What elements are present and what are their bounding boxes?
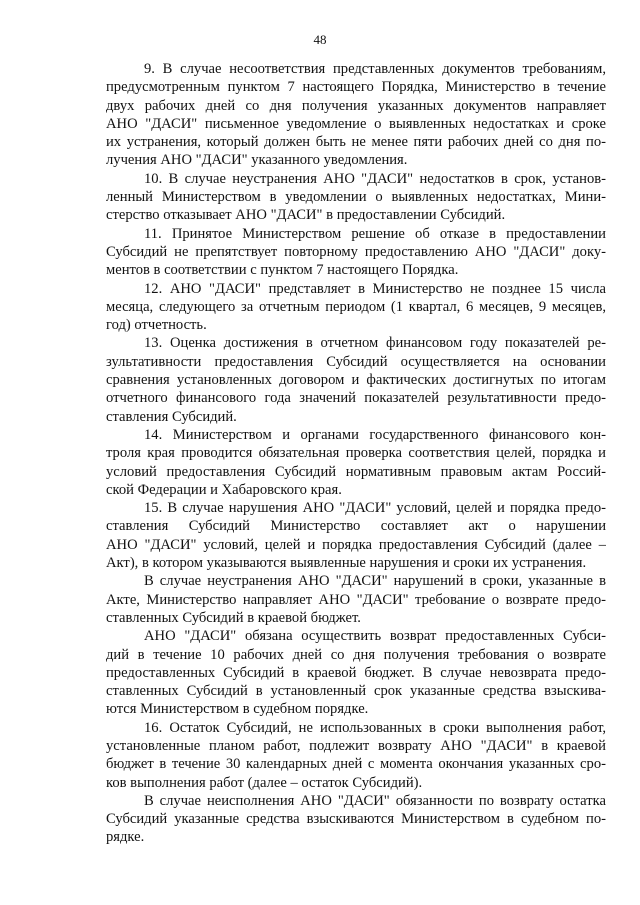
paragraph-line: АНО "ДАСИ" условий, целей и порядка предоставления Субсидий (далее –: [106, 536, 606, 553]
paragraph: [106, 280, 606, 335]
paragraph: [106, 60, 606, 170]
paragraph-line: рядке.: [106, 829, 145, 846]
paragraph-line: Акте, Министерство направляет АНО "ДАСИ" требование о возврате предо-: [106, 591, 606, 608]
paragraph-line: ются Министерством в судебном порядке.: [106, 701, 369, 718]
paragraph-line: лучения АНО "ДАСИ" указанного уведомления.: [106, 152, 408, 169]
paragraph-line: троля края проводится обязательная проверка соответствия целей, порядка и: [106, 445, 606, 462]
paragraph-line: 9. В случае несоответствия представленных документов требованиям,: [144, 61, 606, 77]
paragraph-line: дий в течение 10 рабочих дней со дня получения требования о возврате: [106, 646, 606, 663]
paragraph-line: Субсидий не препятствует повторному предоставлению АНО "ДАСИ" доку-: [106, 243, 606, 260]
paragraph-line: ставления Субсидий.: [106, 408, 237, 425]
paragraph-line: условий предоставления Субсидий нормативным правовым актам Россий-: [106, 463, 606, 480]
paragraph-line: АНО "ДАСИ" письменное уведомление о выявленных недостатках и сроке: [106, 115, 606, 132]
paragraph-line: Субсидий указанные средства взыскиваются Министерством в судебном по-: [106, 811, 606, 828]
document-body: [106, 60, 606, 847]
paragraph-line: ментов в соответствии с пунктом 7 настоящего Порядка.: [106, 262, 459, 279]
paragraph-line: отчетного финансового года значений показателей результативности предо-: [106, 390, 606, 407]
paragraph-line: их устранения, который должен быть не менее пяти рабочих дней со дня по-: [106, 134, 606, 151]
paragraph: [106, 225, 606, 280]
paragraph-line: ленный Министерством в уведомлении о выявленных недостатках, Мини-: [106, 189, 606, 206]
paragraph: [106, 572, 606, 627]
paragraph-line: 16. Остаток Субсидий, не использованных в сроки выполнения работ,: [144, 719, 606, 736]
paragraph-line: год) отчетность.: [106, 317, 207, 334]
paragraph-line: В случае неустранения АНО "ДАСИ" нарушений в сроки, указанные в: [144, 573, 606, 590]
paragraph-line: ков выполнения работ (далее – остаток Субсидий).: [106, 774, 423, 791]
paragraph: [106, 334, 606, 425]
paragraph-line: зультативности предоставления Субсидий осуществляется на основании: [106, 353, 606, 370]
paragraph-line: ставления Субсидий Министерство составляет акт о нарушении: [106, 518, 606, 535]
paragraph-line: ставленных Субсидий в краевой бюджет.: [106, 609, 361, 626]
paragraph: [106, 627, 606, 718]
paragraph-line: 11. Принятое Министерством решение об отказе в предоставлении: [144, 225, 606, 242]
paragraph: [106, 426, 606, 499]
paragraph-line: В случае неисполнения АНО "ДАСИ" обязанности по возврату остатка: [144, 792, 606, 809]
paragraph-line: ставленных Субсидий в установленный срок указанные средства взыскива-: [106, 683, 606, 700]
paragraph: [106, 719, 606, 792]
paragraph: [106, 170, 606, 225]
paragraph-line: 13. Оценка достижения в отчетном финансовом году показателей ре-: [144, 335, 606, 352]
paragraph-line: стерство отказывает АНО "ДАСИ" в предоставлении Субсидий.: [106, 207, 506, 224]
paragraph-line: двух рабочих дней со дня получения указанных документов направляет: [106, 97, 606, 114]
paragraph-line: бюджет в течение 30 календарных дней с момента окончания указанных сро-: [106, 756, 606, 773]
paragraph-line: установленные планом работ, подлежит возврату АНО "ДАСИ" в краевой: [106, 737, 606, 754]
paragraph-line: 14. Министерством и органами государственного финансового кон-: [144, 426, 606, 443]
paragraph-line: сравнения установленных договором и фактических достигнутых по итогам: [106, 372, 606, 389]
paragraph-line: 15. В случае нарушения АНО "ДАСИ" условий, целей и порядка предо-: [144, 500, 606, 517]
paragraph-line: месяца, следующего за отчетным периодом (1 квартал, 6 месяцев, 9 месяцев,: [106, 298, 606, 315]
paragraph: [106, 499, 606, 572]
paragraph-line: Акт), в котором указываются выявленные нарушения и сроки их устранения.: [106, 555, 587, 572]
paragraph-line: предусмотренным пунктом 7 настоящего Порядка, Министерство в течение: [106, 79, 606, 96]
paragraph-line: 10. В случае неустранения АНО "ДАСИ" недостатков в срок, установ-: [144, 170, 606, 187]
paragraph: [106, 792, 606, 847]
paragraph-line: 12. АНО "ДАСИ" представляет в Министерство не позднее 15 числа: [144, 280, 606, 297]
paragraph-line: ской Федерации и Хабаровского края.: [106, 481, 342, 498]
paragraph-line: АНО "ДАСИ" обязана осуществить возврат предоставленных Субси-: [144, 628, 606, 645]
page-number: 48: [313, 32, 327, 47]
paragraph-line: предоставленных Субсидий в краевой бюджет. В случае невозврата предо-: [106, 664, 606, 681]
